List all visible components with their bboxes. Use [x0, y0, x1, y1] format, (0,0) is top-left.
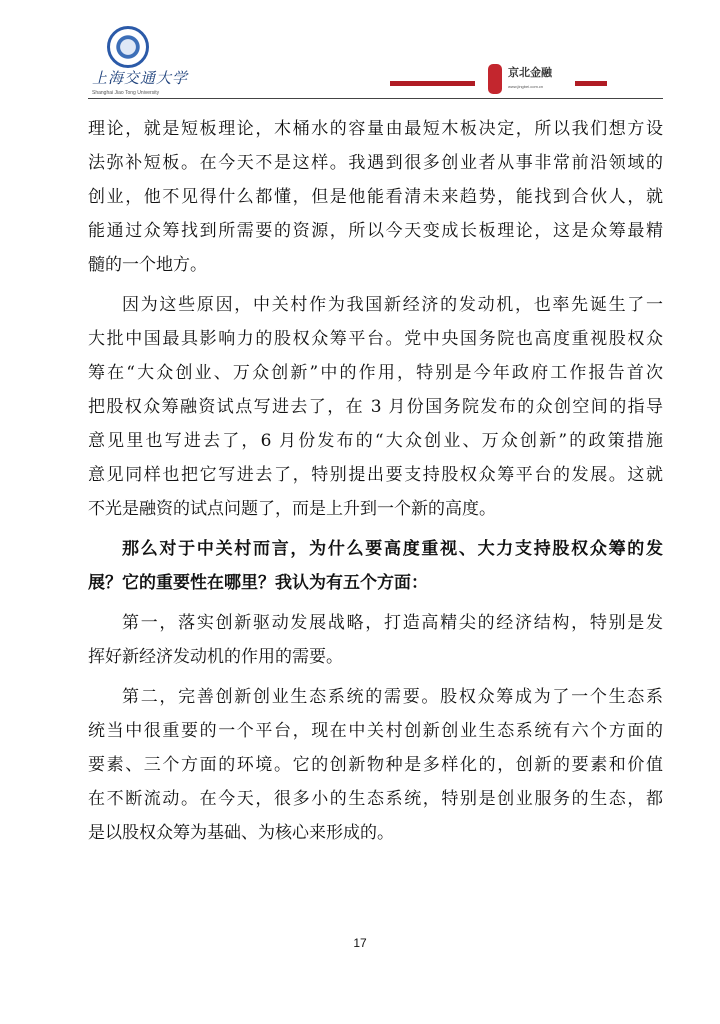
- text-line: 理论，就是短板理论，木桶水的容量由最短木板决定，所以我们想方设: [88, 119, 663, 139]
- text-line: 髓的一个地方。: [88, 255, 207, 275]
- paragraph: [88, 680, 663, 850]
- page-header: [0, 0, 720, 100]
- text-line: 第一，落实创新驱动发展战略，打造高精尖的经济结构，特别是发: [122, 613, 663, 633]
- text-line: 展？它的重要性在哪里？我认为有五个方面：: [88, 573, 428, 593]
- text-line: 意见同样也把它写进去了，特别提出要支持股权众筹平台的发展。这就: [88, 465, 663, 485]
- text-line: 统当中很重要的一个平台，现在中关村创新创业生态系统有六个方面的: [88, 721, 663, 741]
- text-line: 是以股权众筹为基础、为核心来形成的。: [88, 823, 394, 843]
- jingbei-logo-icon: [488, 64, 502, 94]
- header-red-bar: [575, 81, 607, 86]
- text-line: 法弥补短板。在今天不是这样。我遇到很多创业者从事非常前沿领域的: [88, 153, 663, 173]
- paragraph: [88, 288, 663, 526]
- text-line: 挥好新经济发动机的作用的需要。: [88, 647, 343, 667]
- paragraph: [88, 606, 663, 674]
- sjtu-logo-en: Shanghai Jiao Tong University: [92, 90, 160, 96]
- text-line: 把股权众筹融资试点写进去了，在 3 月份国务院发布的众创空间的指导: [88, 397, 663, 417]
- text-line: 能通过众筹找到所需要的资源，所以今天变成长板理论，这是众筹最精: [88, 221, 663, 241]
- page-number: 17: [353, 936, 367, 950]
- text-line: 第二，完善创新创业生态系统的需要。股权众筹成为了一个生态系: [122, 687, 663, 707]
- text-line: 意见里也写进去了，6 月份发布的“大众创业、万众创新”的政策措施: [88, 431, 663, 451]
- paragraph: [88, 112, 663, 282]
- sjtu-logo-text: 上海交通大学: [92, 69, 189, 87]
- header-red-bar: [390, 81, 475, 86]
- text-line: 不光是融资的试点问题了，而是上升到一个新的高度。: [88, 499, 496, 519]
- sjtu-emblem-icon: [107, 26, 149, 68]
- text-line: 创业，他不见得什么都懂，但是他能看清未来趋势，能找到合伙人，就: [88, 187, 663, 207]
- text-line: 要素、三个方面的环境。它的创新物种是多样化的，创新的要素和价值: [88, 755, 663, 775]
- jingbei-logo-text: 京北金融: [508, 66, 552, 79]
- text-line: 筹在“大众创业、万众创新”中的作用，特别是今年政府工作报告首次: [88, 363, 663, 383]
- text-line: 在不断流动。在今天，很多小的生态系统，特别是创业服务的生态，都: [88, 789, 663, 809]
- text-line: 那么对于中关村而言，为什么要高度重视、大力支持股权众筹的发: [122, 539, 663, 559]
- bold-paragraph: [88, 532, 663, 600]
- header-rule: [88, 98, 663, 99]
- document-body: [88, 112, 663, 856]
- text-line: 因为这些原因，中关村作为我国新经济的发动机，也率先诞生了一: [122, 295, 663, 315]
- jingbei-logo-url: www.jingbei.com.cn: [508, 84, 544, 89]
- text-line: 大批中国最具影响力的股权众筹平台。党中央国务院也高度重视股权众: [88, 329, 663, 349]
